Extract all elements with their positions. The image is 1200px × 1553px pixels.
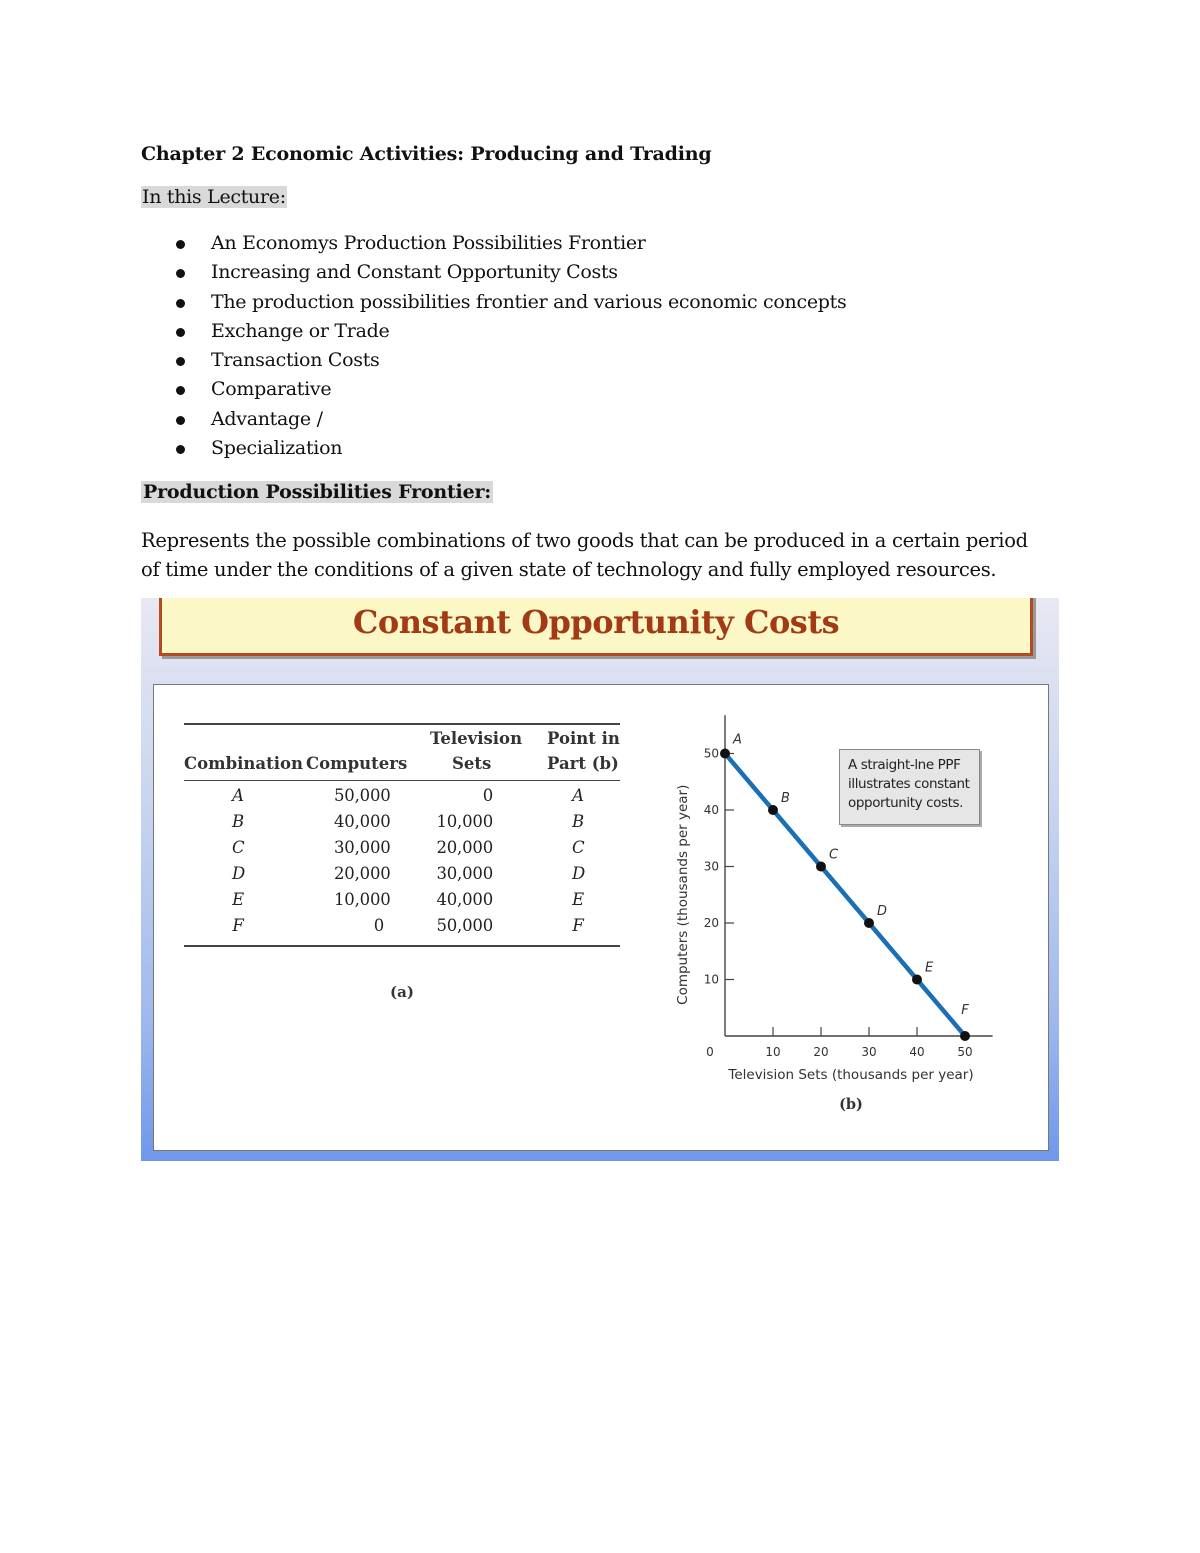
point-label: D [877, 904, 888, 919]
y-tick-label: 40 [703, 803, 719, 817]
table-cell-point: B [572, 812, 584, 831]
header-point-line1: Point in [547, 729, 620, 748]
table-cell-computers: 0 [373, 916, 384, 935]
list-item: Transaction Costs [141, 346, 846, 375]
table-cell-computers: 50,000 [334, 786, 391, 805]
bullet-icon [176, 445, 185, 454]
bullet-icon [176, 328, 185, 337]
header-point-line2: Part (b) [547, 754, 619, 773]
table-cell-tv: 40,000 [436, 890, 493, 909]
y-tick-label: 20 [703, 916, 719, 930]
bullet-icon [176, 357, 185, 366]
table-cell-combination: A [232, 786, 244, 805]
table-cell-tv: 50,000 [436, 916, 493, 935]
slide-image [141, 598, 1059, 1161]
topic-list [141, 229, 846, 463]
table-cell-tv: 10,000 [436, 812, 493, 831]
ppf-definition: Represents the possible combinations of two goods that can be produced in a certain period of time under the conditions of a given state of technology and fully employed resources. [141, 529, 1028, 581]
x-tick-label: 30 [861, 1045, 877, 1059]
slide-title: Constant Opportunity Costs [352, 603, 840, 641]
table-cell-tv: 0 [482, 786, 493, 805]
x-tick-label: 10 [765, 1045, 781, 1059]
table-cell-computers: 20,000 [334, 864, 391, 883]
header-tv-line2: Sets [452, 754, 492, 773]
header-combination: Combination [184, 754, 303, 773]
data-point [720, 749, 730, 759]
table-top-rule [184, 723, 620, 725]
slide-banner [159, 598, 1033, 656]
chapter-title: Chapter 2 Economic Activities: Producing and Trading [141, 143, 712, 165]
table-cell-tv: 20,000 [436, 838, 493, 857]
table-header-rule [184, 780, 620, 781]
list-item: The production possibilities frontier and various economic concepts [141, 288, 846, 317]
table-cell-combination: E [232, 890, 244, 909]
table-bottom-rule [184, 945, 620, 947]
table-cell-computers: 30,000 [334, 838, 391, 857]
bullet-icon [176, 386, 185, 395]
table-cell-computers: 10,000 [334, 890, 391, 909]
table-cell-combination: C [232, 838, 245, 857]
ppf-callout: A straight-lne PPF illustrates constant opportunity costs. [839, 749, 980, 825]
x-tick-label: 20 [813, 1045, 829, 1059]
bullet-icon [176, 269, 185, 278]
data-point [960, 1031, 970, 1041]
x-tick-label: 0 [706, 1045, 714, 1059]
x-tick-label: 50 [957, 1045, 973, 1059]
lecture-label: In this Lecture: [142, 186, 286, 208]
table-cell-tv: 30,000 [436, 864, 493, 883]
bullet-icon [176, 299, 185, 308]
table-cell-combination: B [232, 812, 244, 831]
table-cell-combination: F [232, 916, 244, 935]
list-item: An Economys Production Possibilities Frontier [141, 229, 846, 258]
x-tick-label: 40 [909, 1045, 925, 1059]
y-tick-label: 30 [703, 859, 719, 874]
table-cell-computers: 40,000 [334, 812, 391, 831]
table-cell-point: C [572, 838, 585, 857]
list-item: Exchange or Trade [141, 317, 846, 346]
part-a-caption: (a) [390, 983, 414, 1001]
list-item: Specialization [141, 434, 846, 463]
x-axis-label: Television Sets (thousands per year) [728, 1067, 974, 1083]
y-axis-label: Computers (thousands per year) [675, 784, 691, 1005]
table-cell-point: F [572, 916, 584, 935]
list-item: Increasing and Constant Opportunity Costs [141, 258, 846, 287]
header-computers: Computers [306, 754, 408, 773]
table-cell-combination: D [232, 864, 246, 883]
point-label: A [733, 732, 742, 748]
table-cell-point: E [572, 890, 584, 909]
part-b-caption: (b) [839, 1096, 863, 1113]
ppf-heading: Production Possibilities Frontier: [143, 481, 492, 503]
table-cell-point: A [572, 786, 584, 805]
data-point [912, 975, 922, 985]
bullet-icon [176, 240, 185, 249]
point-label: E [925, 960, 934, 976]
point-label: B [781, 791, 790, 806]
data-point [768, 805, 778, 815]
table-cell-point: D [572, 864, 586, 883]
point-label: F [961, 1003, 969, 1018]
list-item: Advantage / [141, 405, 846, 434]
slide-panel [153, 684, 1049, 1151]
data-point [864, 918, 874, 928]
list-item: Comparative [141, 375, 846, 404]
point-label: C [829, 847, 839, 863]
data-point [816, 862, 826, 872]
bullet-icon [176, 416, 185, 425]
header-tv-line1: Television [430, 729, 523, 748]
y-tick-label: 10 [703, 972, 719, 987]
y-tick-label: 50 [703, 746, 719, 761]
